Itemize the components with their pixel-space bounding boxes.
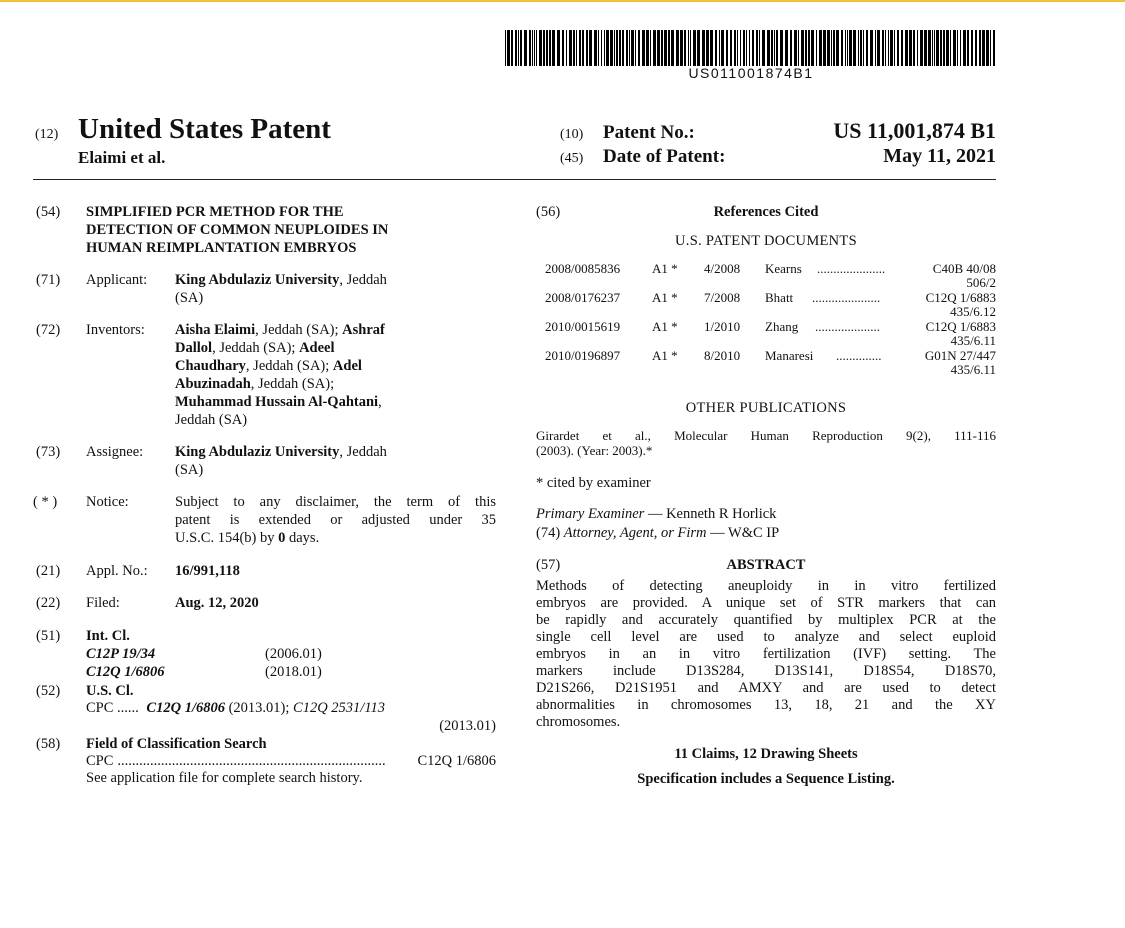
- header-rule: [33, 179, 996, 180]
- inventor-name: Chaudhary: [175, 358, 246, 374]
- barcode-bar: [505, 30, 506, 66]
- patent-number-label: Patent No.:: [603, 122, 695, 143]
- field-58-code: (58): [36, 736, 61, 752]
- barcode-bar: [594, 30, 597, 66]
- barcode-bar: [515, 30, 517, 66]
- barcode-bar: [534, 30, 535, 66]
- references-table: [545, 262, 996, 378]
- inventor-name: Muhammad Hussain Al-Qahtani: [175, 394, 379, 410]
- barcode-bar: [629, 30, 630, 66]
- barcode-bar: [619, 30, 621, 66]
- barcode-bar: [940, 30, 942, 66]
- barcode-bar: [866, 30, 868, 66]
- inventor-separator: ,: [378, 394, 382, 410]
- notice-line-end: days.: [285, 530, 320, 546]
- reference-row: [545, 349, 996, 378]
- notice-days: 0: [278, 530, 286, 546]
- field-of-search-label: Field of Classification Search: [86, 736, 267, 752]
- barcode-bar: [532, 30, 533, 66]
- barcode-bar: [710, 30, 713, 66]
- int-cl-class: C12P 19/34: [86, 646, 156, 662]
- reference-class-secondary: 435/6.12: [950, 304, 996, 319]
- barcode-bar: [967, 30, 969, 66]
- barcode-bar: [831, 30, 832, 66]
- barcode-bar: [819, 30, 822, 66]
- us-cl-version: (2013.01): [439, 718, 496, 734]
- barcode-bar: [589, 30, 592, 66]
- attorney-agent: [536, 524, 779, 542]
- barcode-bar: [690, 30, 691, 66]
- barcode-bar: [661, 30, 663, 66]
- barcode-bar: [882, 30, 884, 66]
- barcode-bar: [684, 30, 686, 66]
- leader-dots: .....................: [812, 290, 881, 305]
- abstract-line: Methods of detecting aneuploidy in in vitro fertilized: [536, 578, 996, 594]
- applicant-label: Applicant:: [86, 272, 148, 288]
- other-publication: [536, 428, 996, 458]
- reference-class-secondary: 506/2: [966, 275, 996, 290]
- barcode-bar: [847, 30, 848, 66]
- filed-label: Filed:: [86, 595, 120, 611]
- code-45: (45): [560, 151, 584, 166]
- barcode-image: [505, 30, 997, 66]
- barcode-bar: [823, 30, 826, 66]
- inventor-name: Aisha Elaimi: [175, 322, 256, 338]
- barcode-bar: [536, 30, 537, 66]
- barcode-bar: [650, 30, 651, 66]
- inventor-location: , Jeddah (SA);: [245, 358, 333, 374]
- barcode-bar: [905, 30, 908, 66]
- barcode-bar: [740, 30, 741, 66]
- reference-date: 1/2010: [704, 319, 741, 334]
- notice-line: patent is extended or adjusted under 35: [175, 512, 496, 528]
- barcode-bar: [671, 30, 674, 66]
- barcode-bar: [953, 30, 956, 66]
- reference-kind: A1 *: [652, 261, 678, 276]
- us-cl-class: C12Q 2531/113: [293, 700, 386, 716]
- reference-class: C12Q 1/6883: [925, 319, 996, 334]
- barcode-bar: [520, 30, 522, 66]
- barcode-bar: [776, 30, 778, 66]
- barcode-bar: [518, 30, 519, 66]
- barcode-bar: [946, 30, 949, 66]
- notice-text: [175, 493, 496, 547]
- barcode-bar: [668, 30, 670, 66]
- barcode-bar: [721, 30, 724, 66]
- attorney-label: Attorney, Agent, or Firm: [563, 525, 707, 541]
- reference-name: Bhatt: [765, 290, 794, 305]
- barcode-bar: [811, 30, 814, 66]
- reference-row: [545, 291, 996, 320]
- barcode-bar: [529, 30, 531, 66]
- abstract-line: markers include D13S284, D13S141, D18S54, D18S70,: [536, 663, 996, 679]
- barcode-bar: [626, 30, 628, 66]
- field-22-code: (22): [36, 595, 61, 611]
- barcode-bar: [960, 30, 961, 66]
- field-of-search-cpc: [86, 752, 496, 770]
- primary-examiner-value: — Kenneth R Horlick: [644, 506, 777, 522]
- reference-class: G01N 27/447: [924, 348, 996, 363]
- barcode-bar: [569, 30, 572, 66]
- barcode-bar: [917, 30, 918, 66]
- sequence-listing-note: Specification includes a Sequence Listing.: [637, 771, 895, 787]
- filed-value: Aug. 12, 2020: [175, 595, 259, 611]
- barcode-bar: [552, 30, 555, 66]
- barcode-bar: [798, 30, 799, 66]
- barcode-bar: [774, 30, 775, 66]
- field-57-code: (57): [536, 557, 561, 573]
- barcode-bar: [943, 30, 945, 66]
- date-of-patent: May 11, 2021: [883, 145, 996, 167]
- barcode-bar: [562, 30, 564, 66]
- barcode-bar: [657, 30, 660, 66]
- barcode-bar: [863, 30, 864, 66]
- barcode-bar: [794, 30, 797, 66]
- int-cl-version: (2018.01): [265, 664, 322, 680]
- barcode-bar: [604, 30, 605, 66]
- reference-date: 8/2010: [704, 348, 741, 363]
- barcode-bar: [845, 30, 846, 66]
- barcode-bar: [771, 30, 773, 66]
- reference-kind: A1 *: [652, 319, 678, 334]
- other-publications-heading: OTHER PUBLICATIONS: [685, 400, 847, 416]
- barcode-bar: [875, 30, 876, 66]
- barcode-bar: [971, 30, 973, 66]
- inventor-name: Ashraf: [342, 322, 385, 338]
- barcode-bar: [546, 30, 548, 66]
- assignee-location: , Jeddah: [339, 444, 387, 460]
- barcode-bar: [870, 30, 873, 66]
- barcode-bar: [642, 30, 645, 66]
- barcode-bar: [993, 30, 995, 66]
- barcode-bar: [586, 30, 588, 66]
- barcode-bar: [688, 30, 689, 66]
- abstract-line: embryos are provided. A unique set of STR markers that can: [536, 595, 996, 611]
- notice-line: Subject to any disclaimer, the term of this: [175, 494, 496, 510]
- document-title: United States Patent: [78, 113, 331, 145]
- claims-summary: 11 Claims, 12 Drawing Sheets: [674, 746, 858, 762]
- abstract-line: chromosomes.: [536, 714, 621, 730]
- abstract-line: embryos in an in vitro fertilization (IVF) setting. The: [536, 646, 996, 662]
- us-cl-label: U.S. Cl.: [86, 683, 134, 699]
- barcode-bar: [730, 30, 732, 66]
- authors: Elaimi et al.: [78, 148, 166, 167]
- barcode-bar: [579, 30, 581, 66]
- barcode-bar: [622, 30, 624, 66]
- assignee-name: King Abdulaziz University: [175, 444, 340, 460]
- barcode-bar: [734, 30, 736, 66]
- barcode-bar: [762, 30, 765, 66]
- barcode-bar: [549, 30, 551, 66]
- us-patent-documents-heading: U.S. PATENT DOCUMENTS: [675, 233, 857, 249]
- reference-date: 4/2008: [704, 261, 741, 276]
- assignee-value: [175, 443, 500, 479]
- barcode-bar: [737, 30, 738, 66]
- reference-date: 7/2008: [704, 290, 741, 305]
- barcode-bar: [702, 30, 705, 66]
- inventors-label: Inventors:: [86, 322, 145, 338]
- leader-dots: ..............: [836, 348, 882, 363]
- barcode-bar: [909, 30, 912, 66]
- barcode-bar: [743, 30, 745, 66]
- reference-kind: A1 *: [652, 348, 678, 363]
- barcode-bar: [693, 30, 696, 66]
- barcode-bar: [638, 30, 640, 66]
- invention-title: [86, 203, 506, 257]
- barcode-bar: [680, 30, 683, 66]
- barcode-bar: [566, 30, 567, 66]
- attorney-value: — W&C IP: [706, 525, 780, 541]
- barcode-bar: [833, 30, 835, 66]
- barcode-bar: [598, 30, 599, 66]
- barcode-bar: [631, 30, 634, 66]
- reference-number: 2010/0196897: [545, 348, 621, 363]
- barcode-bar: [697, 30, 700, 66]
- barcode-bar: [752, 30, 754, 66]
- leader-dots: ..........................................................................: [117, 753, 386, 769]
- barcode-bar: [827, 30, 830, 66]
- inventor-location: , Jeddah (SA);: [255, 322, 343, 338]
- inventor-name: Adel: [332, 358, 362, 374]
- inventor-name: Adeel: [299, 340, 335, 356]
- barcode-bar: [975, 30, 977, 66]
- int-cl-version: (2006.01): [265, 646, 322, 662]
- us-cl-cpc-label: CPC ......: [86, 700, 139, 716]
- barcode-bar: [888, 30, 889, 66]
- int-cl-label: Int. Cl.: [86, 628, 130, 644]
- applicant-country: (SA): [175, 290, 204, 306]
- inventor-name: Dallol: [175, 340, 213, 356]
- us-cl-cpc: [86, 699, 496, 735]
- barcode-bar: [990, 30, 991, 66]
- reference-number: 2008/0176237: [545, 290, 621, 305]
- barcode-bar: [808, 30, 810, 66]
- barcode-bar: [801, 30, 804, 66]
- invention-title-line: HUMAN REIMPLANTATION EMBRYOS: [86, 240, 357, 256]
- appl-no-value: 16/991,118: [175, 563, 240, 579]
- barcode-bar: [858, 30, 859, 66]
- inventor-location: , Jeddah (SA);: [250, 376, 335, 392]
- assignee-label: Assignee:: [86, 444, 144, 460]
- barcode-bar: [616, 30, 618, 66]
- reference-number: 2010/0015619: [545, 319, 621, 334]
- notice-label: Notice:: [86, 494, 129, 510]
- barcode-bar: [890, 30, 893, 66]
- reference-number: 2008/0085836: [545, 261, 621, 276]
- barcode-bar: [932, 30, 933, 66]
- field-52-code: (52): [36, 683, 61, 699]
- reference-class: C12Q 1/6883: [925, 290, 996, 305]
- inventors-list: [175, 321, 500, 429]
- abstract-text: [536, 578, 996, 731]
- abstract-heading: ABSTRACT: [726, 557, 806, 573]
- search-history-note: See application file for complete search history.: [86, 770, 363, 786]
- inventor-location: Jeddah (SA): [175, 412, 248, 428]
- barcode-bar: [646, 30, 649, 66]
- barcode-bar: [573, 30, 575, 66]
- notice-code: ( * ): [33, 494, 58, 510]
- field-51-code: (51): [36, 628, 61, 644]
- barcode-bar: [582, 30, 584, 66]
- barcode-bar: [805, 30, 807, 66]
- reference-kind: A1 *: [652, 290, 678, 305]
- barcode-bar: [979, 30, 981, 66]
- abstract-line: be rapidly and accurately quantified by multiplex PCR at the: [536, 612, 996, 628]
- barcode-bar: [986, 30, 989, 66]
- barcode-bar: [507, 30, 510, 66]
- barcode-bar: [936, 30, 939, 66]
- reference-row: [545, 262, 996, 291]
- date-of-patent-label: Date of Patent:: [603, 146, 726, 167]
- barcode-bar: [841, 30, 843, 66]
- barcode-bar: [950, 30, 951, 66]
- barcode-bar: [726, 30, 728, 66]
- appl-no-label: Appl. No.:: [86, 563, 148, 579]
- barcode-bar: [614, 30, 615, 66]
- reference-name: Manaresi: [765, 348, 814, 363]
- field-21-code: (21): [36, 563, 61, 579]
- barcode-bar: [816, 30, 817, 66]
- notice-line: U.S.C. 154(b) by: [175, 530, 279, 546]
- leader-dots: ....................: [815, 319, 880, 334]
- primary-examiner-label: Primary Examiner: [536, 506, 645, 522]
- barcode-bar: [924, 30, 927, 66]
- barcode-bar: [928, 30, 931, 66]
- inventor-name: Abuzinadah: [175, 376, 251, 392]
- applicant-location: , Jeddah: [339, 272, 387, 288]
- document-number: US011001874B1: [688, 65, 814, 81]
- barcode-bar: [543, 30, 545, 66]
- references-cited-heading: References Cited: [713, 204, 819, 220]
- code-10: (10): [560, 127, 584, 142]
- field-54-code: (54): [36, 204, 61, 220]
- abstract-line: D21S266, D21S1951 and AMXY and are used to detect: [536, 680, 996, 696]
- us-cl-version: (2013.01);: [224, 700, 294, 716]
- assignee-country: (SA): [175, 462, 204, 478]
- field-56-code: (56): [536, 204, 561, 220]
- barcode-bar: [756, 30, 758, 66]
- barcode-bar: [664, 30, 667, 66]
- reference-class-secondary: 435/6.11: [950, 362, 996, 377]
- barcode-bar: [901, 30, 903, 66]
- other-publication-line: Girardet et al., Molecular Human Reproduction 9(2), 111-116: [536, 428, 996, 443]
- barcode-bar: [601, 30, 602, 66]
- leader-dots: .....................: [817, 261, 886, 276]
- patent-number: US 11,001,874 B1: [833, 118, 996, 143]
- barcode-bar: [610, 30, 613, 66]
- barcode-bar: [539, 30, 542, 66]
- barcode-bar: [759, 30, 760, 66]
- field-72-code: (72): [36, 322, 61, 338]
- cited-by-examiner-note: * cited by examiner: [536, 475, 651, 491]
- applicant-name: King Abdulaziz University: [175, 272, 340, 288]
- barcode-bar: [676, 30, 679, 66]
- reference-class: C40B 40/08: [932, 261, 996, 276]
- barcode-bar: [920, 30, 923, 66]
- reference-row: [545, 320, 996, 349]
- barcode-bar: [877, 30, 880, 66]
- field-71-code: (71): [36, 272, 61, 288]
- field-74-code: (74): [536, 525, 564, 541]
- field-73-code: (73): [36, 444, 61, 460]
- barcode-bar: [746, 30, 747, 66]
- barcode-bar: [557, 30, 560, 66]
- abstract-line: single cell level are used to analyze and select euploid: [536, 629, 996, 645]
- barcode-bar: [913, 30, 915, 66]
- barcode-bar: [963, 30, 966, 66]
- barcode-bar: [780, 30, 783, 66]
- reference-name: Zhang: [765, 319, 799, 334]
- barcode-bar: [897, 30, 899, 66]
- barcode-bar: [635, 30, 636, 66]
- invention-title-line: SIMPLIFIED PCR METHOD FOR THE: [86, 204, 344, 220]
- inventor-location: , Jeddah (SA);: [212, 340, 300, 356]
- barcode-bar: [860, 30, 862, 66]
- applicant-value: [175, 271, 500, 307]
- barcode-bar: [934, 30, 935, 66]
- barcode-bar: [511, 30, 513, 66]
- invention-title-line: DETECTION OF COMMON NEUPLOIDES IN: [86, 222, 389, 238]
- barcode-bar: [894, 30, 895, 66]
- barcode-bar: [524, 30, 527, 66]
- barcode-bar: [715, 30, 717, 66]
- barcode-bar: [719, 30, 720, 66]
- us-cl-class: C12Q 1/6806: [146, 700, 225, 716]
- kind-code-12: (12): [35, 127, 59, 142]
- barcode-bar: [653, 30, 656, 66]
- other-publication-line: (2003). (Year: 2003).*: [536, 443, 653, 458]
- barcode-bar: [853, 30, 856, 66]
- abstract-line: abnormalities in chromosomes 13, 18, 21 and the XY: [536, 697, 996, 713]
- barcode-bar: [836, 30, 839, 66]
- int-cl-class: C12Q 1/6806: [86, 664, 165, 680]
- primary-examiner: [536, 505, 776, 523]
- barcode-bar: [982, 30, 985, 66]
- barcode-bar: [957, 30, 958, 66]
- barcode-bar: [576, 30, 577, 66]
- top-border-line: [0, 0, 1125, 2]
- barcode-bar: [606, 30, 609, 66]
- barcode-bar: [767, 30, 770, 66]
- barcode-bar: [790, 30, 792, 66]
- barcode-bar: [885, 30, 886, 66]
- barcode-bar: [749, 30, 750, 66]
- search-cpc-value: C12Q 1/6806: [417, 753, 496, 769]
- barcode-bar: [785, 30, 788, 66]
- barcode-bar: [706, 30, 709, 66]
- reference-class-secondary: 435/6.11: [950, 333, 996, 348]
- reference-name: Kearns: [765, 261, 802, 276]
- barcode-bar: [849, 30, 852, 66]
- search-cpc-label: CPC: [86, 753, 114, 769]
